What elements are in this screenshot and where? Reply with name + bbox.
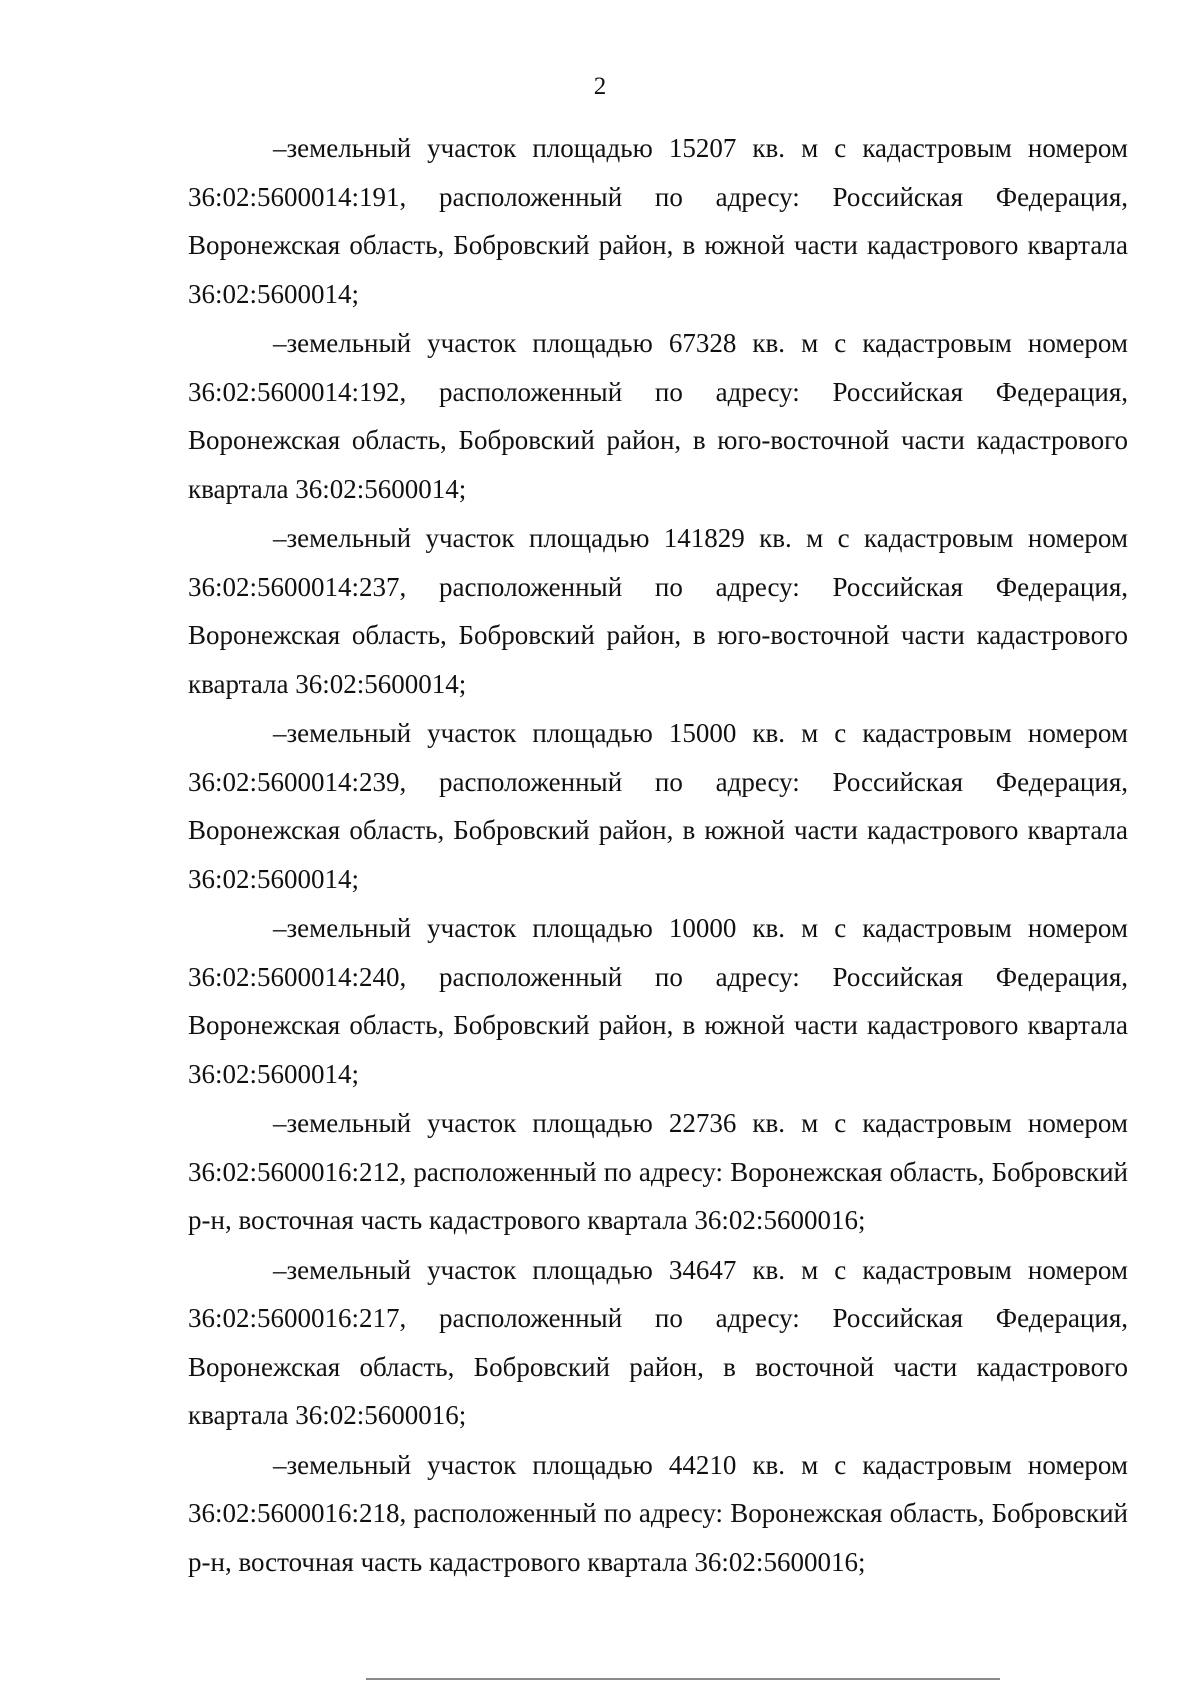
list-dash: – (273, 523, 287, 553)
list-dash: – (273, 718, 287, 748)
document-body (188, 124, 1128, 1587)
land-plot-text: земельный участок площадью 22736 кв. м с кадастровым номером 36:02:5600016:212, расположенный по адресу: Воронежская область, Бобровский р-н, восточная часть кадастрового квартала 36:02:5600016; (188, 1108, 1128, 1235)
land-plot-entry (188, 709, 1128, 903)
land-plot-entry (188, 1099, 1128, 1245)
list-dash: – (273, 328, 287, 358)
land-plot-text: земельный участок площадью 15000 кв. м с кадастровым номером 36:02:5600014:239, расположенный по адресу: Российская Федерация, Воронежская область, Бобровский район, в южной части кадастрового квартала 36:02:5600014; (188, 718, 1128, 894)
land-plot-text: земельный участок площадью 34647 кв. м с кадастровым номером 36:02:5600016:217, расположенный по адресу: Российская Федерация, Воронежская область, Бобровский район, в восточной части кадастрового квартала 36:02:5600016; (188, 1254, 1128, 1430)
list-dash: – (273, 1449, 287, 1480)
page-number: 2 (593, 73, 607, 100)
list-dash: – (273, 913, 287, 943)
land-plot-entry (188, 1441, 1128, 1587)
list-dash: – (273, 1254, 287, 1285)
list-dash: – (273, 133, 287, 163)
land-plot-entry (188, 514, 1128, 708)
land-plot-text: земельный участок площадью 15207 кв. м с кадастровым номером 36:02:5600014:191, расположенный по адресу: Российская Федерация, Воронежская область, Бобровский район, в южной части кадастрового квартала 36:02:5600014; (188, 133, 1128, 309)
land-plot-text: земельный участок площадью 67328 кв. м с кадастровым номером 36:02:5600014:192, расположенный по адресу: Российская Федерация, Воронежская область, Бобровский район, в юго-восточной части кадастрового квартала 36:02:5600014; (188, 328, 1128, 504)
land-plot-entry (188, 1246, 1128, 1440)
footer-divider (366, 1678, 1000, 1680)
land-plot-text: земельный участок площадью 141829 кв. м с кадастровым номером 36:02:5600014:237, расположенный по адресу: Российская Федерация, Воронежская область, Бобровский район, в юго-восточной части кадастрового квартала 36:02:5600014; (188, 523, 1128, 699)
land-plot-entry (188, 904, 1128, 1098)
land-plot-text: земельный участок площадью 10000 кв. м с кадастровым номером 36:02:5600014:240, расположенный по адресу: Российская Федерация, Воронежская область, Бобровский район, в южной части кадастрового квартала 36:02:5600014; (188, 913, 1128, 1089)
land-plot-entry (188, 124, 1128, 318)
list-dash: – (273, 1108, 287, 1138)
land-plot-entry (188, 319, 1128, 513)
land-plot-text: земельный участок площадью 44210 кв. м с кадастровым номером 36:02:5600016:218, расположенный по адресу: Воронежская область, Бобровский р-н, восточная часть кадастрового квартала 36:02:5600016; (188, 1449, 1128, 1577)
